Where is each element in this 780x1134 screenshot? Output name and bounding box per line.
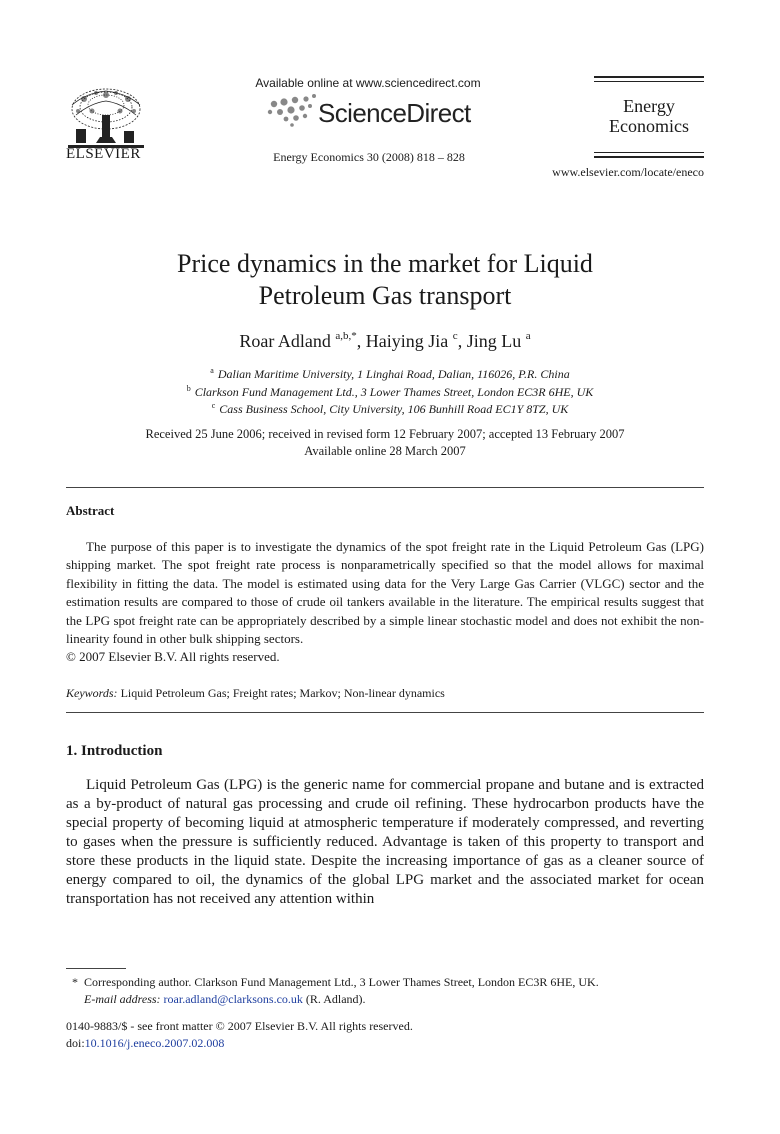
affiliation-c: [0, 401, 780, 417]
affiliation-marker: b: [186, 384, 191, 393]
issn-line: 0140-9883/$ - see front matter © 2007 Elsevier B.V. All rights reserved.: [66, 1019, 413, 1033]
article-title-line2: Petroleum Gas transport: [258, 281, 512, 310]
affiliation-text: Dalian Maritime University, 1 Linghai Road, Dalian, 116026, P.R. China: [217, 367, 570, 381]
journal-mark-rule-bottom: [594, 156, 704, 158]
doi-link[interactable]: 10.1016/j.eneco.2007.02.008: [84, 1036, 225, 1050]
journal-reference: Energy Economics 30 (2008) 818 – 828: [273, 150, 465, 164]
affiliation-text: Clarkson Fund Management Ltd., 3 Lower Thames Street, London EC3R 6HE, UK: [194, 385, 594, 399]
sciencedirect-wordmark: ScienceDirect: [318, 98, 471, 128]
abstract-text: The purpose of this paper is to investigate the dynamics of the spot freight rate in the Liquid Petroleum Gas (LPG) shipping market. The spot freight rate process is nonparametrically specified so that the model allows for maximal flexibility in fitting the data. The model is estimated using data for the Very Large Gas Carrier (VLGC) sector and the estimation results are compared to those of crude oil tankers available in the literature. The empirical results suggest that the LPG spot freight rate can be appropriately described by a simple linear stochastic model and does not exhibit the non-linearity found in other bulk shipping sectors.: [66, 539, 704, 647]
keywords-list: Liquid Petroleum Gas; Freight rates; Markov; Non-linear dynamics: [120, 686, 445, 700]
journal-mark-rule-top: [594, 76, 704, 78]
section-heading-introduction: 1. Introduction: [66, 743, 163, 759]
journal-mark-rule-bottom-thin: [594, 152, 704, 153]
divider: [66, 712, 704, 713]
journal-url-link[interactable]: www.elsevier.com/locate/eneco: [552, 165, 704, 179]
email-label: E-mail address:: [84, 992, 161, 1006]
affiliation-b: [0, 384, 780, 400]
footnote-rule: [66, 968, 126, 969]
affiliation-text: Cass Business School, City University, 106 Bunhill Road EC1Y 8TZ, UK: [219, 402, 569, 416]
journal-mark-rule-top-thin: [594, 81, 704, 82]
author-affil-marker: a,b,*: [335, 330, 357, 342]
author-name[interactable]: Jing Lu: [466, 331, 522, 351]
author-list: [0, 330, 770, 352]
abstract-heading: Abstract: [66, 503, 115, 518]
author-affil-marker: c: [452, 330, 458, 342]
author-affil-marker: a: [525, 330, 531, 342]
email-link[interactable]: roar.adland@clarksons.co.uk: [163, 992, 303, 1006]
article-title: [100, 248, 670, 312]
available-online-date: Available online 28 March 2007: [304, 444, 466, 458]
author-separator: ,: [356, 331, 366, 351]
footnote-text: Corresponding author. Clarkson Fund Management Ltd., 3 Lower Thames Street, London EC3R 6HE, UK.: [84, 975, 599, 989]
journal-title-line1: Energy: [623, 96, 675, 116]
article-title-line1: Price dynamics in the market for Liquid: [177, 249, 593, 278]
journal-title-mark: [594, 96, 704, 136]
email-footnote: [66, 992, 366, 1007]
author-name[interactable]: Roar Adland: [239, 331, 331, 351]
affiliation-marker: a: [210, 366, 214, 375]
doi-line: [66, 1036, 224, 1051]
publisher-name: ELSEVIER: [66, 146, 141, 162]
author-name[interactable]: Haiying Jia: [365, 331, 449, 351]
abstract-copyright: © 2007 Elsevier B.V. All rights reserved.: [66, 649, 280, 665]
available-online-text[interactable]: Available online at www.sciencedirect.com: [255, 76, 481, 90]
footnote-marker: *: [72, 975, 78, 989]
email-suffix: (R. Adland).: [305, 992, 366, 1006]
doi-label: doi:: [66, 1036, 85, 1050]
author-separator: ,: [457, 331, 467, 351]
corresponding-author-footnote: [66, 975, 599, 990]
keywords: [66, 686, 445, 701]
journal-title-line2: Economics: [609, 116, 689, 136]
received-dates: Received 25 June 2006; received in revised form 12 February 2007; accepted 13 February 2007: [145, 427, 625, 441]
affiliation-marker: c: [211, 401, 216, 410]
abstract-body: [66, 538, 704, 667]
affiliation-a: [0, 366, 780, 382]
keywords-label: Keywords:: [66, 686, 118, 700]
divider: [66, 487, 704, 488]
introduction-paragraph: Liquid Petroleum Gas (LPG) is the generic name for commercial propane and butane and is extracted as a by-product of natural gas processing and crude oil refining. These hydrocarbon products have the special property of becoming liquid at atmospheric temperature if moderately compressed, and reverting to gases when the pressure is sufficiently reduced. Advantage is taken of this property to transport and store these products in the liquid state. Despite the increasing importance of gas as a cleaner source of energy compared to oil, the dynamics of the global LPG market and the associated market for ocean transportation has not received any attention within: [66, 777, 704, 907]
